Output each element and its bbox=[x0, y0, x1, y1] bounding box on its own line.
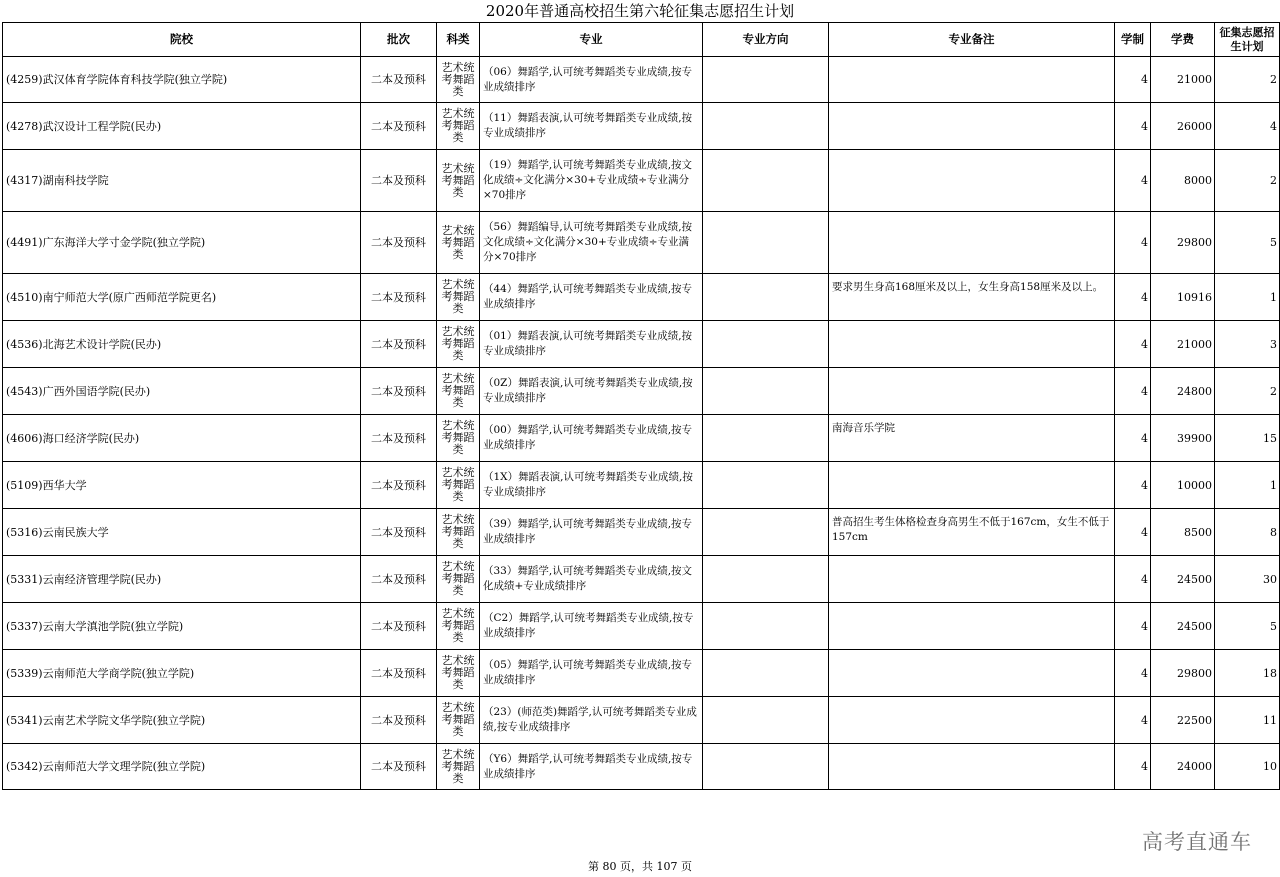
cell-note bbox=[829, 321, 1115, 368]
cell-plan: 2 bbox=[1215, 57, 1280, 103]
cell-major: （C2）舞蹈学,认可统考舞蹈类专业成绩,按专业成绩排序 bbox=[480, 603, 703, 650]
cell-plan: 1 bbox=[1215, 462, 1280, 509]
table-row bbox=[3, 556, 1280, 603]
cell-major: （19）舞蹈学,认可统考舞蹈类专业成绩,按文化成绩÷文化满分×30+专业成绩÷专业满分×70排序 bbox=[480, 150, 703, 212]
cell-school: (5337)云南大学滇池学院(独立学院) bbox=[3, 603, 361, 650]
cell-fee: 26000 bbox=[1151, 103, 1215, 150]
header-batch: 批次 bbox=[361, 23, 437, 57]
header-school: 院校 bbox=[3, 23, 361, 57]
cell-fee: 29800 bbox=[1151, 212, 1215, 274]
cell-plan: 4 bbox=[1215, 103, 1280, 150]
cell-note bbox=[829, 744, 1115, 790]
cell-batch: 二本及预科 bbox=[361, 368, 437, 415]
cell-major: （00）舞蹈学,认可统考舞蹈类专业成绩,按专业成绩排序 bbox=[480, 415, 703, 462]
cell-direction bbox=[703, 744, 829, 790]
cell-school: (4491)广东海洋大学寸金学院(独立学院) bbox=[3, 212, 361, 274]
cell-years: 4 bbox=[1115, 368, 1151, 415]
cell-category: 艺术统考舞蹈类 bbox=[437, 274, 480, 321]
table-row bbox=[3, 212, 1280, 274]
cell-fee: 29800 bbox=[1151, 650, 1215, 697]
cell-plan: 2 bbox=[1215, 150, 1280, 212]
cell-years: 4 bbox=[1115, 274, 1151, 321]
table-row bbox=[3, 274, 1280, 321]
cell-direction bbox=[703, 103, 829, 150]
header-major: 专业 bbox=[480, 23, 703, 57]
cell-school: (4606)海口经济学院(民办) bbox=[3, 415, 361, 462]
cell-note bbox=[829, 57, 1115, 103]
cell-years: 4 bbox=[1115, 103, 1151, 150]
table-row bbox=[3, 368, 1280, 415]
cell-category: 艺术统考舞蹈类 bbox=[437, 57, 480, 103]
table-row bbox=[3, 697, 1280, 744]
cell-note bbox=[829, 212, 1115, 274]
header-note: 专业备注 bbox=[829, 23, 1115, 57]
cell-batch: 二本及预科 bbox=[361, 697, 437, 744]
page-title: 2020年普通高校招生第六轮征集志愿招生计划 bbox=[485, 2, 795, 20]
cell-category: 艺术统考舞蹈类 bbox=[437, 415, 480, 462]
cell-years: 4 bbox=[1115, 650, 1151, 697]
header-years: 学制 bbox=[1115, 23, 1151, 57]
cell-note: 要求男生身高168厘米及以上，女生身高158厘米及以上。 bbox=[829, 274, 1115, 321]
cell-batch: 二本及预科 bbox=[361, 650, 437, 697]
header-category: 科类 bbox=[437, 23, 480, 57]
cell-major: （01）舞蹈表演,认可统考舞蹈类专业成绩,按专业成绩排序 bbox=[480, 321, 703, 368]
cell-plan: 5 bbox=[1215, 212, 1280, 274]
cell-school: (5342)云南师范大学文理学院(独立学院) bbox=[3, 744, 361, 790]
table-row bbox=[3, 150, 1280, 212]
cell-note: 南海音乐学院 bbox=[829, 415, 1115, 462]
cell-direction bbox=[703, 603, 829, 650]
cell-school: (4259)武汉体育学院体育科技学院(独立学院) bbox=[3, 57, 361, 103]
cell-batch: 二本及预科 bbox=[361, 212, 437, 274]
table-row bbox=[3, 321, 1280, 368]
cell-years: 4 bbox=[1115, 509, 1151, 556]
cell-plan: 11 bbox=[1215, 697, 1280, 744]
cell-note: 普高招生考生体格检查身高男生不低于167cm，女生不低于157cm bbox=[829, 509, 1115, 556]
cell-note bbox=[829, 368, 1115, 415]
cell-direction bbox=[703, 321, 829, 368]
cell-years: 4 bbox=[1115, 556, 1151, 603]
cell-batch: 二本及预科 bbox=[361, 603, 437, 650]
enrollment-plan-table bbox=[2, 22, 1280, 790]
cell-batch: 二本及预科 bbox=[361, 103, 437, 150]
cell-batch: 二本及预科 bbox=[361, 150, 437, 212]
cell-batch: 二本及预科 bbox=[361, 509, 437, 556]
cell-school: (4536)北海艺术设计学院(民办) bbox=[3, 321, 361, 368]
header-plan: 征集志愿招生计划 bbox=[1215, 23, 1280, 57]
cell-years: 4 bbox=[1115, 150, 1151, 212]
cell-category: 艺术统考舞蹈类 bbox=[437, 697, 480, 744]
cell-direction bbox=[703, 274, 829, 321]
cell-plan: 30 bbox=[1215, 556, 1280, 603]
cell-category: 艺术统考舞蹈类 bbox=[437, 321, 480, 368]
cell-years: 4 bbox=[1115, 321, 1151, 368]
cell-category: 艺术统考舞蹈类 bbox=[437, 509, 480, 556]
cell-major: （06）舞蹈学,认可统考舞蹈类专业成绩,按专业成绩排序 bbox=[480, 57, 703, 103]
cell-school: (5109)西华大学 bbox=[3, 462, 361, 509]
cell-direction bbox=[703, 697, 829, 744]
cell-fee: 24500 bbox=[1151, 556, 1215, 603]
cell-fee: 24000 bbox=[1151, 744, 1215, 790]
table-row bbox=[3, 603, 1280, 650]
cell-category: 艺术统考舞蹈类 bbox=[437, 650, 480, 697]
cell-batch: 二本及预科 bbox=[361, 744, 437, 790]
cell-years: 4 bbox=[1115, 415, 1151, 462]
cell-note bbox=[829, 150, 1115, 212]
cell-major: （0Z）舞蹈表演,认可统考舞蹈类专业成绩,按专业成绩排序 bbox=[480, 368, 703, 415]
table-row bbox=[3, 415, 1280, 462]
cell-major: （11）舞蹈表演,认可统考舞蹈类专业成绩,按专业成绩排序 bbox=[480, 103, 703, 150]
cell-school: (4278)武汉设计工程学院(民办) bbox=[3, 103, 361, 150]
cell-school: (4543)广西外国语学院(民办) bbox=[3, 368, 361, 415]
cell-category: 艺术统考舞蹈类 bbox=[437, 368, 480, 415]
table-row bbox=[3, 462, 1280, 509]
cell-major: （33）舞蹈学,认可统考舞蹈类专业成绩,按文化成绩+专业成绩排序 bbox=[480, 556, 703, 603]
table-row bbox=[3, 57, 1280, 103]
cell-category: 艺术统考舞蹈类 bbox=[437, 603, 480, 650]
cell-major: （Y6）舞蹈学,认可统考舞蹈类专业成绩,按专业成绩排序 bbox=[480, 744, 703, 790]
cell-years: 4 bbox=[1115, 697, 1151, 744]
cell-major: （05）舞蹈学,认可统考舞蹈类专业成绩,按专业成绩排序 bbox=[480, 650, 703, 697]
cell-note bbox=[829, 556, 1115, 603]
cell-fee: 10916 bbox=[1151, 274, 1215, 321]
table-row bbox=[3, 650, 1280, 697]
table-row bbox=[3, 103, 1280, 150]
cell-major: （23）(师范类)舞蹈学,认可统考舞蹈类专业成绩,按专业成绩排序 bbox=[480, 697, 703, 744]
cell-batch: 二本及预科 bbox=[361, 57, 437, 103]
cell-note bbox=[829, 462, 1115, 509]
cell-batch: 二本及预科 bbox=[361, 321, 437, 368]
cell-batch: 二本及预科 bbox=[361, 556, 437, 603]
cell-school: (4510)南宁师范大学(原广西师范学院更名) bbox=[3, 274, 361, 321]
cell-major: （1X）舞蹈表演,认可统考舞蹈类专业成绩,按专业成绩排序 bbox=[480, 462, 703, 509]
cell-direction bbox=[703, 150, 829, 212]
cell-note bbox=[829, 697, 1115, 744]
cell-category: 艺术统考舞蹈类 bbox=[437, 744, 480, 790]
cell-fee: 8500 bbox=[1151, 509, 1215, 556]
cell-school: (4317)湖南科技学院 bbox=[3, 150, 361, 212]
cell-years: 4 bbox=[1115, 212, 1151, 274]
cell-school: (5331)云南经济管理学院(民办) bbox=[3, 556, 361, 603]
cell-batch: 二本及预科 bbox=[361, 274, 437, 321]
cell-plan: 1 bbox=[1215, 274, 1280, 321]
cell-direction bbox=[703, 368, 829, 415]
cell-direction bbox=[703, 556, 829, 603]
cell-direction bbox=[703, 212, 829, 274]
cell-batch: 二本及预科 bbox=[361, 415, 437, 462]
cell-years: 4 bbox=[1115, 603, 1151, 650]
cell-direction bbox=[703, 650, 829, 697]
cell-plan: 3 bbox=[1215, 321, 1280, 368]
cell-category: 艺术统考舞蹈类 bbox=[437, 556, 480, 603]
header-direction: 专业方向 bbox=[703, 23, 829, 57]
cell-fee: 8000 bbox=[1151, 150, 1215, 212]
table-row bbox=[3, 509, 1280, 556]
cell-school: (5316)云南民族大学 bbox=[3, 509, 361, 556]
cell-plan: 10 bbox=[1215, 744, 1280, 790]
cell-batch: 二本及预科 bbox=[361, 462, 437, 509]
cell-years: 4 bbox=[1115, 57, 1151, 103]
cell-plan: 8 bbox=[1215, 509, 1280, 556]
cell-direction bbox=[703, 509, 829, 556]
cell-direction bbox=[703, 415, 829, 462]
table-row bbox=[3, 744, 1280, 790]
cell-years: 4 bbox=[1115, 744, 1151, 790]
cell-note bbox=[829, 103, 1115, 150]
cell-fee: 21000 bbox=[1151, 321, 1215, 368]
cell-category: 艺术统考舞蹈类 bbox=[437, 462, 480, 509]
table-header-row bbox=[3, 23, 1280, 57]
cell-years: 4 bbox=[1115, 462, 1151, 509]
cell-note bbox=[829, 603, 1115, 650]
cell-plan: 5 bbox=[1215, 603, 1280, 650]
cell-school: (5339)云南师范大学商学院(独立学院) bbox=[3, 650, 361, 697]
header-fee: 学费 bbox=[1151, 23, 1215, 57]
cell-plan: 2 bbox=[1215, 368, 1280, 415]
cell-fee: 10000 bbox=[1151, 462, 1215, 509]
cell-category: 艺术统考舞蹈类 bbox=[437, 103, 480, 150]
cell-fee: 21000 bbox=[1151, 57, 1215, 103]
cell-direction bbox=[703, 462, 829, 509]
cell-note bbox=[829, 650, 1115, 697]
page-footer: 第 80 页，共 107 页 bbox=[588, 860, 692, 873]
cell-direction bbox=[703, 57, 829, 103]
cell-category: 艺术统考舞蹈类 bbox=[437, 150, 480, 212]
cell-plan: 15 bbox=[1215, 415, 1280, 462]
cell-major: （44）舞蹈学,认可统考舞蹈类专业成绩,按专业成绩排序 bbox=[480, 274, 703, 321]
watermark: 高考直通车 bbox=[1142, 830, 1252, 854]
cell-fee: 24800 bbox=[1151, 368, 1215, 415]
cell-major: （39）舞蹈学,认可统考舞蹈类专业成绩,按专业成绩排序 bbox=[480, 509, 703, 556]
cell-category: 艺术统考舞蹈类 bbox=[437, 212, 480, 274]
cell-fee: 24500 bbox=[1151, 603, 1215, 650]
cell-major: （56）舞蹈编导,认可统考舞蹈类专业成绩,按文化成绩÷文化满分×30+专业成绩÷专业满分×70排序 bbox=[480, 212, 703, 274]
table-body bbox=[3, 57, 1280, 790]
cell-fee: 22500 bbox=[1151, 697, 1215, 744]
cell-school: (5341)云南艺术学院文华学院(独立学院) bbox=[3, 697, 361, 744]
cell-fee: 39900 bbox=[1151, 415, 1215, 462]
cell-plan: 18 bbox=[1215, 650, 1280, 697]
